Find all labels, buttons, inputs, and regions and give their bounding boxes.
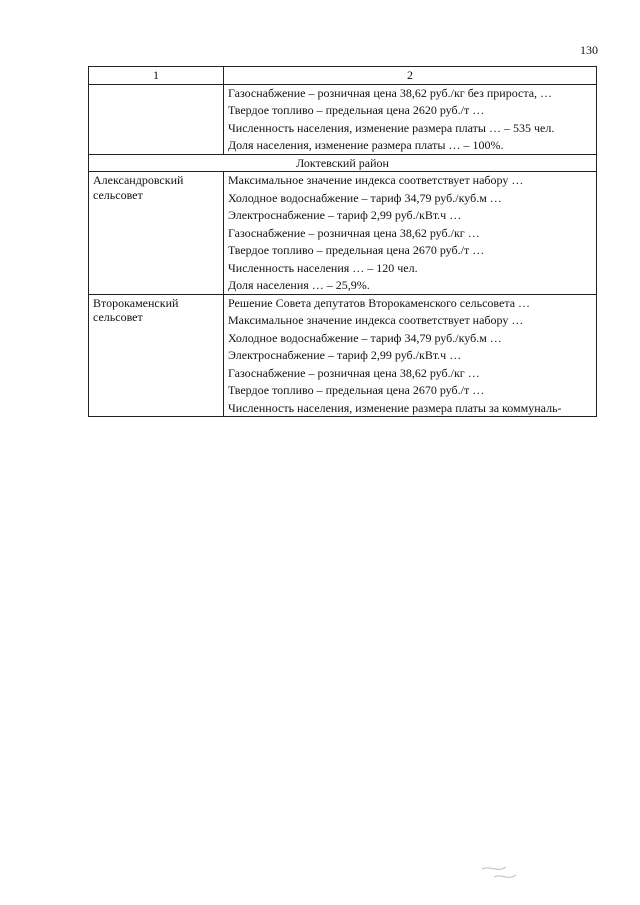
detail-paragraph: Холодное водоснабжение – тариф 34,79 руб./куб.м … [228,190,502,205]
detail-paragraph: Электроснабжение – тариф 2,99 руб./кВт.ч … [228,348,462,362]
detail-paragraph: Доля населения … – 25,9%. [228,278,370,292]
detail-paragraph: Твердое топливо – предельная цена 2670 руб./т … [228,383,485,397]
detail-paragraph: Электроснабжение – тариф 2,99 руб./кВт.ч … [228,208,462,222]
regulation-table [88,66,597,417]
page-number: 130 [580,43,598,57]
detail-paragraph: Численность населения … – 120 чел. [228,260,418,275]
municipality-details [224,172,597,295]
municipality-details [224,84,597,154]
detail-paragraph: Максимальное значение индекса соответствует набору … [228,173,524,187]
detail-paragraph: Численность населения, изменение размера платы за коммуналь- [228,400,562,415]
detail-paragraph: Газоснабжение – розничная цена 38,62 руб./кг без прироста, … [228,85,553,100]
table-row [89,172,597,295]
district-heading-row [89,154,597,172]
table-row [89,84,597,154]
detail-paragraph: Максимальное значение индекса соответствует набору … [228,313,524,327]
column-header-2: 2 [224,67,597,85]
detail-paragraph: Твердое топливо – предельная цена 2670 руб./т … [228,243,485,257]
municipality-name: Александровский сельсовет [89,172,224,295]
detail-paragraph: Численность населения, изменение размера платы … – 535 чел. [228,120,555,135]
detail-paragraph: Холодное водоснабжение – тариф 34,79 руб./куб.м … [228,330,502,345]
table-row [89,294,597,417]
municipality-details [224,294,597,417]
municipality-name: Второкаменский сельсовет [89,294,224,417]
column-number-row [89,67,597,85]
pen-mark-icon [480,861,520,885]
detail-paragraph: Доля населения, изменение размера платы … – 100%. [228,138,504,152]
detail-paragraph: Газоснабжение – розничная цена 38,62 руб./кг … [228,365,480,380]
detail-paragraph: Твердое топливо – предельная цена 2620 руб./т … [228,103,485,117]
detail-paragraph: Газоснабжение – розничная цена 38,62 руб./кг … [228,225,480,240]
district-title: Локтевский район [89,154,597,172]
municipality-name [89,84,224,154]
column-header-1: 1 [89,67,224,85]
detail-paragraph: Решение Совета депутатов Второкаменского сельсовета … [228,295,531,310]
